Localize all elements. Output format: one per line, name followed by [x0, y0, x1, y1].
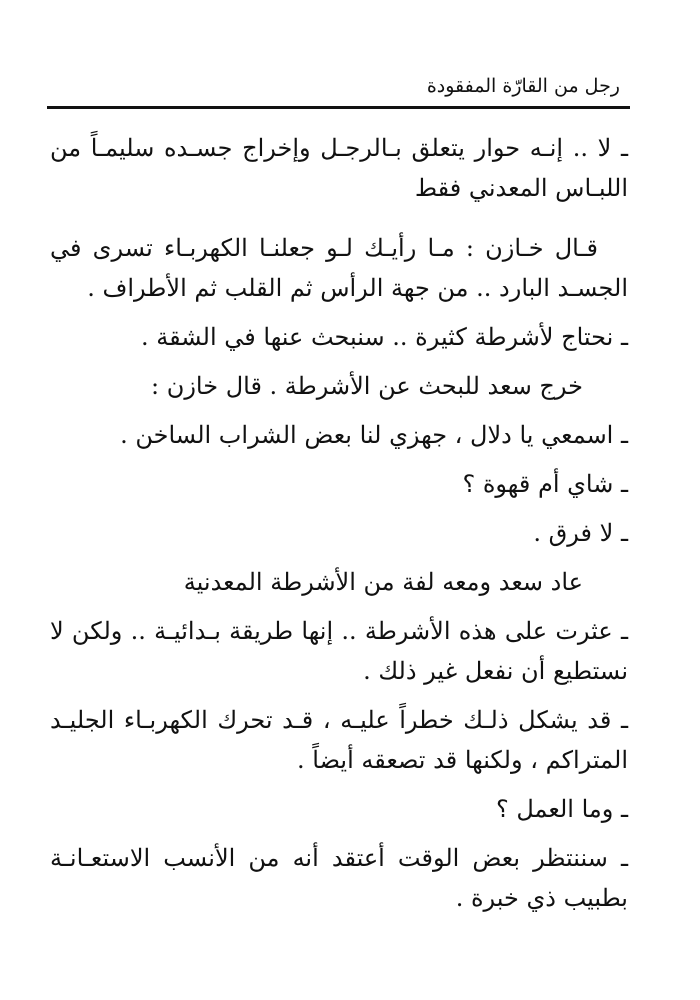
- header-rule: [47, 106, 630, 109]
- paragraph-7: ـ لا فرق .: [533, 519, 628, 547]
- paragraph-9: ـ عثرت على هذه الأشرطة .. إنها طريقة بـدائيـة .. ولكن لا نستطيع أن نفعل غير ذلك .: [50, 617, 628, 685]
- paragraph-11: ـ وما العمل ؟: [495, 795, 628, 823]
- body-text: [50, 128, 628, 918]
- running-header-title: رجل من القارّة المفقودة: [426, 75, 620, 97]
- paragraph-1: ـ لا .. إنـه حوار يتعلق بـالرجـل وإخراج جسـده سليمـاً من اللبـاس المعدني فقط: [50, 134, 628, 202]
- paragraph-8: عاد سعد ومعه لفة من الأشرطة المعدنية: [183, 568, 583, 596]
- paragraph-10: ـ قد يشكل ذلـك خطراً عليـه ، قـد تحرك الكهربـاء الجليـد المتراكم ، ولكنها قد تصعقه أيضاً .: [50, 706, 629, 774]
- paragraph-2: قـال خـازن : مـا رأيـك لـو جعلنـا الكهربـاء تسرى في الجسـد البارد .. من جهة الرأس ثم القلب ثم الأطراف .: [50, 234, 628, 302]
- paragraph-12: ـ سننتظر بعض الوقت أعتقد أنه من الأنسب الاستعـانـة بطبيب ذي خبرة .: [50, 844, 628, 912]
- paragraph-5: ـ اسمعي يا دلال ، جهزي لنا بعض الشراب الساخن .: [120, 421, 628, 449]
- paragraph-3: ـ نحتاج لأشرطة كثيرة .. سنبحث عنها في الشقة .: [141, 323, 628, 351]
- paragraph-4: خرج سعد للبحث عن الأشرطة . قال خازن :: [150, 372, 583, 400]
- paragraph-6: ـ شاي أم قهوة ؟: [462, 470, 628, 498]
